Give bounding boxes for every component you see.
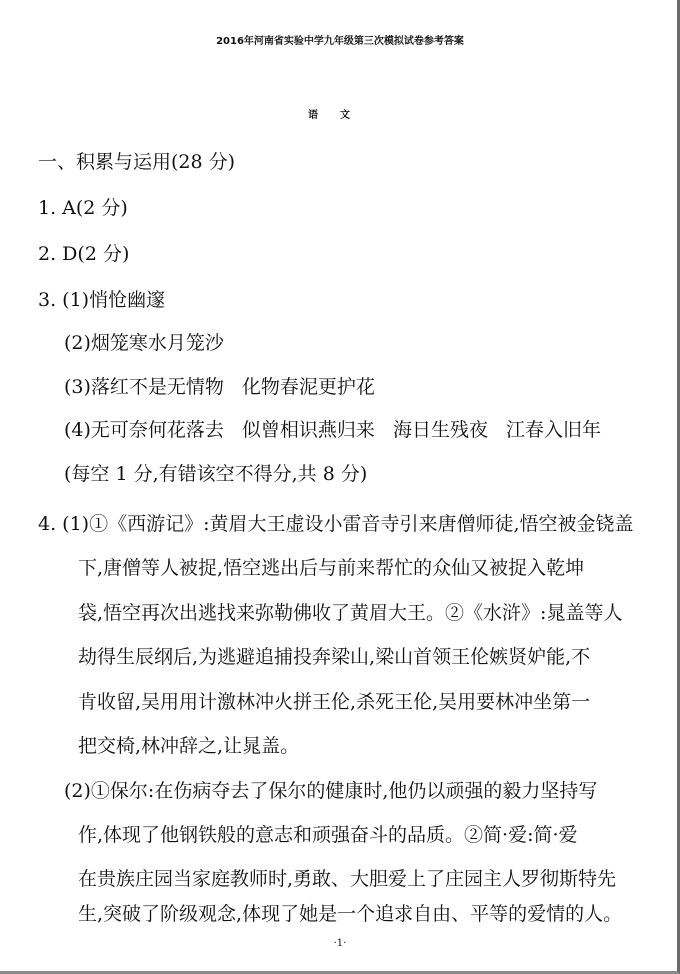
subject-heading: 语文 [308, 110, 372, 121]
answer-3-part-4-a: (4)无可奈何花落去 [64, 419, 224, 441]
answer-2: 2. D(2 分) [38, 243, 130, 265]
answer-3-part-4-b: 似曾相识燕归来 [241, 419, 375, 441]
answer-3-part-3-a: (3)落红不是无情物 [64, 376, 224, 398]
page-number: ·1· [333, 938, 347, 949]
answer-4-2-line: 生,突破了阶级观念,体现了她是一个追求自由、平等的爱情的人。 [78, 903, 623, 925]
answer-3-part-4 [64, 418, 601, 442]
answer-4-2-line: 在贵族庄园当家庭教师时,勇敢、大胆爱上了庄园主人罗彻斯特先 [78, 868, 617, 890]
answer-4-1-line: 把交椅,林冲辞之,让晁盖。 [78, 735, 300, 757]
answer-3-part-3 [64, 375, 375, 399]
document-title: 2016年河南省实验中学九年级第三次模拟试卷参考答案 [216, 36, 464, 47]
answer-3-part-3-b: 化物春泥更护花 [241, 376, 375, 398]
answer-4-2-line: (2)①保尔:在伤病夺去了保尔的健康时,他仍以顽强的毅力坚持写 [64, 780, 598, 802]
answer-3-part-1: 3. (1)悄怆幽邃 [38, 289, 166, 311]
answer-3-part-4-d: 江春入旧年 [505, 419, 601, 441]
answer-3-part-2: (2)烟笼寒水月笼沙 [64, 332, 224, 354]
answer-4-1-line: 袋,悟空再次出逃找来弥勒佛收了黄眉大王。②《水浒》:晁盖等人 [78, 602, 623, 624]
answer-3-part-4-c: 海日生残夜 [392, 419, 488, 441]
answer-4-1-line: 劫得生辰纲后,为逃避追捕投奔梁山,梁山首领王伦嫉贤妒能,不 [78, 646, 591, 668]
answer-4-1-line: 肯收留,吴用用计激林冲火拼王伦,杀死王伦,吴用要林冲坐第一 [78, 691, 591, 713]
answer-4-1-line: 下,唐僧等人被捉,悟空逃出后与前来帮忙的众仙又被捉入乾坤 [78, 557, 585, 579]
answer-4-2-line: 作,体现了他钢铁般的意志和顽强奋斗的品质。②简·爱:简·爱 [78, 824, 578, 846]
section-heading: 一、积累与运用(28 分) [38, 151, 236, 173]
answer-3-scoring-note: (每空 1 分,有错该空不得分,共 8 分) [64, 463, 368, 485]
answer-4-1-line: 4. (1)①《西游记》:黄眉大王虚设小雷音寺引来唐僧师徒,悟空被金铙盖 [38, 513, 634, 535]
answer-1: 1. A(2 分) [38, 197, 128, 219]
